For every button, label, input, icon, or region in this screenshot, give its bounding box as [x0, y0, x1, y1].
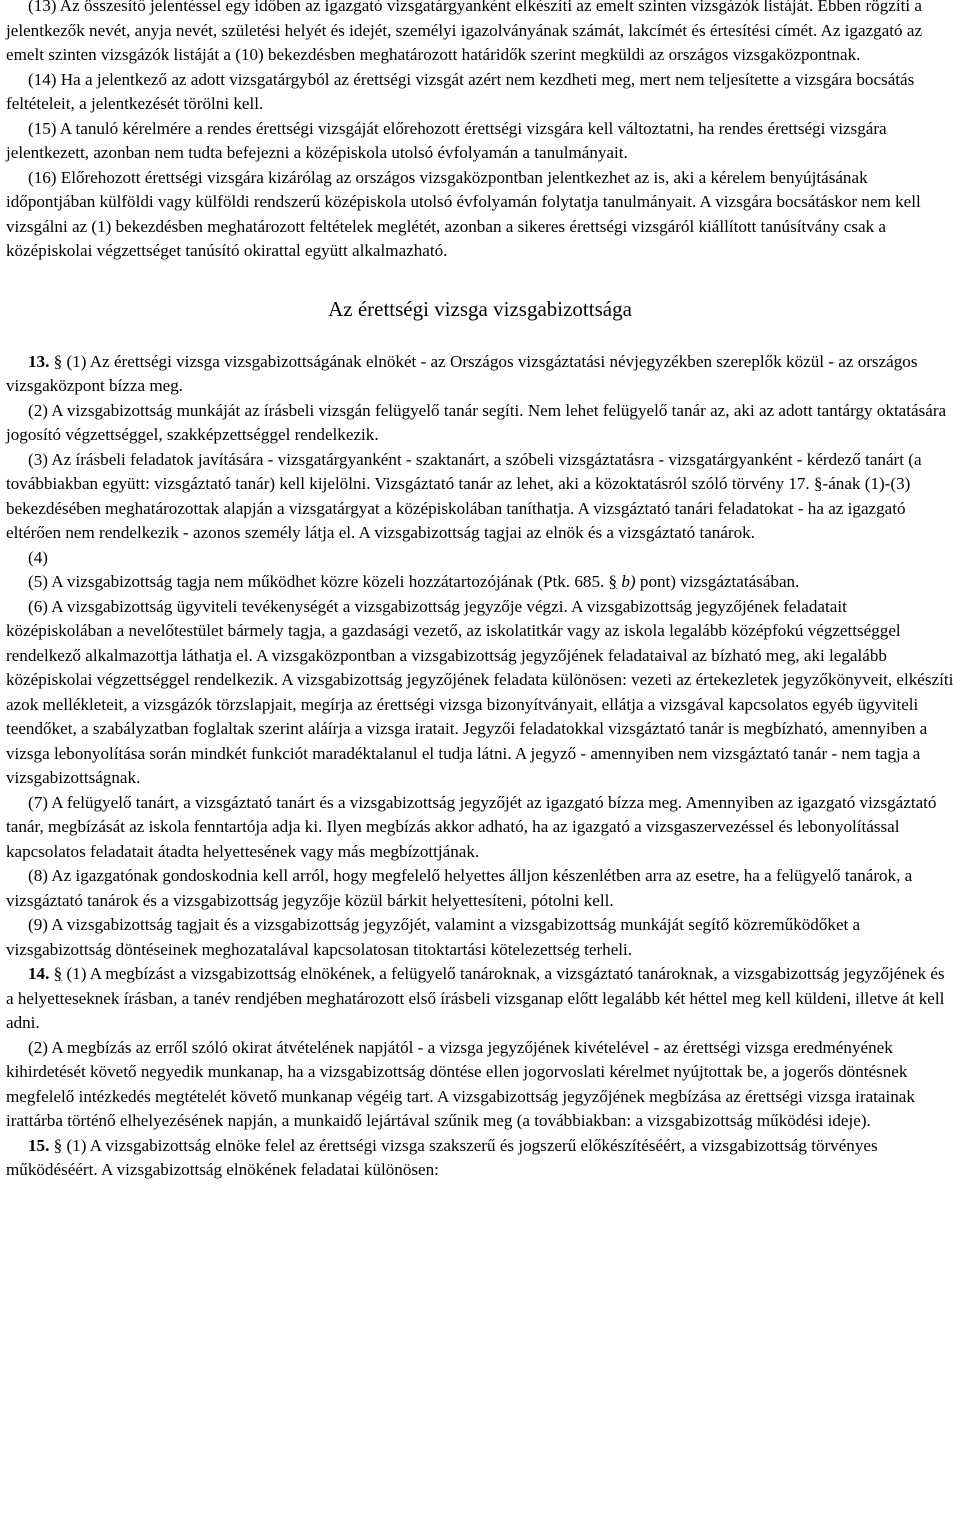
- section-heading: Az érettségi vizsga vizsgabizottsága: [328, 296, 632, 321]
- section-link[interactable]: §: [53, 964, 63, 983]
- paragraph-text: (1) Az érettségi vizsga vizsgabizottságának elnökét - az Országos vizsgáztatási névjegyzékben szereplők közül - az országos vizsgaközpont bízza meg.: [6, 351, 918, 395]
- section-number: 14.: [28, 964, 50, 983]
- section-13-paragraph-2: (2) A vizsgabizottság munkáját az írásbeli vizsgán felügyelő tanár segíti. Nem lehet felügyelő tanár az, aki az adott tantárgy oktatására jogosító végzettséggel, szakképzettséggel rendelkezik.: [6, 400, 947, 444]
- paragraph-text: (5) A vizsgabizottság tagja nem működhet közre közeli hozzátartozójának (Ptk. 685.: [28, 572, 609, 591]
- point-reference: b): [621, 572, 636, 591]
- section-number: 15.: [28, 1135, 50, 1155]
- section-15: [6, 1134, 954, 1183]
- paragraph-text: -ának (1)-(3) bekezdésében meghatározottak alapján a vizsgatárgyat a középiskolában taníthatja. A vizsgáztató tanári feladatokat - ha az igazgató eltérően nem rendelkezik - azonos személy látja el. A vizsgabizottság tagjai az elnök és a vizsgáztató tanárok.: [6, 474, 911, 542]
- section-12-continuation: [6, 0, 954, 264]
- section-link[interactable]: §: [813, 474, 823, 493]
- section-link[interactable]: §: [53, 351, 63, 371]
- section-14-paragraph-2: (2) A megbízás az erről szóló okirat átvételének napjától - a vizsga jegyzőjének kivételével - az érettségi vizsga eredményének kihirdetését követő negyedik munkanap, ha a vizsgabizottság döntése ellen jogorvoslati kérelmet nyújtottak be, a jogerős döntésnek megfelelő intézkedés megtételét követő munkanap végéig tart. A vizsgabizottság jegyzőjének megbízása az érettségi vizsga iratainak irattárba történő elhelyezésének napján, a munkaidő lejártával szűnik meg (a továbbiakban: a vizsgabizottság működési ideje).: [6, 1037, 915, 1130]
- paragraph-text: (1) A megbízást a vizsgabizottság elnökének, a felügyelő tanároknak, a vizsgáztató tanároknak, a vizsgabizottság jegyzőjének és a helyetteseknek írásban, a tanév rendjében meghatározott első írásbeli vizsganap előtt legalább két héttel meg kell küldeni, illetve át kell adni.: [6, 964, 945, 1032]
- paragraph-16: (16) Előrehozott érettségi vizsgára kizárólag az országos vizsgaközpontban jelentkezhet az is, aki a kérelem benyújtásának időpontjában külföldi vagy külföldi rendszerű középiskola utolsó évfolyamán folytatja tanulmányait. A vizsgára bocsátáskor nem kell vizsgálni az (1) bekezdésben meghatározott feltételek meglétét, azonban a sikeres érettségi vizsgáról kiállított tanúsítvány csak a középiskolai végzettséget tanúsító okirattal együtt alkalmazható.: [6, 167, 921, 260]
- section-link[interactable]: §: [608, 572, 618, 591]
- section-15-paragraph-1: [6, 1134, 954, 1183]
- section-13-paragraph-5: [6, 570, 954, 595]
- section-13-paragraph-8: (8) Az igazgatónak gondoskodnia kell arról, hogy megfelelő helyettes álljon készenlétben arra az esetre, ha a felügyelő tanárok, a vizsgáztató tanárok és a vizsgabizottság jegyzője közül bárkit helyettesíteni, pótolni kell.: [6, 866, 913, 910]
- paragraph-14: (14) Ha a jelentkező az adott vizsgatárgyból az érettségi vizsgát azért nem kezdheti meg, mert nem teljesítette a vizsgára bocsátás feltételeit, a jelentkezését törölni kell.: [6, 69, 915, 113]
- paragraph-text: pont) vizsgáztatásában.: [635, 572, 800, 591]
- paragraph-13: (13) Az összesítő jelentéssel egy időben az igazgató vizsgatárgyanként elkészíti az emelt szinten vizsgázók listáját. Ebben rögzíti a jelentkezők nevét, anyja nevét, születési helyét és idejét, személyi igazolványának számát, lakcímét és értesítési címét. Az igazgató az emelt szinten vizsgázók listáját a (10) bekezdésben meghatározott határidők szerint megküldi az országos vizsgaközpontnak.: [6, 0, 923, 64]
- section-number: 13.: [28, 351, 50, 371]
- section-13-paragraph-1: [6, 350, 954, 399]
- section-13: [6, 350, 954, 963]
- section-13-paragraph-7: (7) A felügyelő tanárt, a vizsgáztató tanárt és a vizsgabizottság jegyzőjét az igazgató bízza meg. Amennyiben az igazgató vizsgáztató tanár, megbízását az iskola fenntartója adja ki. Ilyen megbízás akkor adható, ha az igazgató a vizsgaszervezéssel és lebonyolítással kapcsolatos feladatait átadta helyettesének vagy más megbízottjának.: [6, 792, 937, 861]
- paragraph-15: (15) A tanuló kérelmére a rendes érettségi vizsgáját előrehozott érettségi vizsgára kell változtatni, ha rendes érettségi vizsgára jelentkezett, azonban nem tudta befejezni a középiskola utolsó évfolyamán a tanulmányait.: [6, 118, 887, 162]
- section-13-paragraph-3: [6, 448, 954, 546]
- section-14-paragraph-1: [6, 962, 954, 1036]
- paragraph-text: (1) A vizsgabizottság elnöke felel az érettségi vizsga szakszerű és jogszerű előkészítéséért, a vizsgabizottság törvényes működéséért. A vizsgabizottság elnökének feladatai különösen:: [6, 1135, 878, 1179]
- section-link[interactable]: §: [53, 1135, 63, 1155]
- paragraph-text: (3) Az írásbeli feladatok javítására - vizsgatárgyanként - szaktanárt, a szóbeli vizsgáztatásra - vizsgatárgyanként - kérdező tanárt (a továbbiakban együtt: vizsgáztató tanár) kell kijelölni. Vizsgáztató tanár az lehet, aki a közoktatásról szóló törvény 17.: [6, 449, 922, 493]
- section-13-paragraph-4: (4): [28, 547, 48, 567]
- section-13-paragraph-6: (6) A vizsgabizottság ügyviteli tevékenységét a vizsgabizottság jegyzője végzi. A vizsgabizottság jegyzőjének feladatait középiskolában a nevelőtestület bármely tagja, a gazdasági vezető, az iskolatitkár vagy az iskola legalább középfokú végzettséggel rendelkező alkalmazottja láthatja el. A vizsgaközpontban a vizsgabizottság jegyzőjének feladataival az bízható meg, aki legalább középiskolai végzettséggel rendelkezik. A vizsgabizottság jegyzőjének feladata különösen: vezeti az értekezletek jegyzőkönyveit, elkészíti azok mellékleteit, a vizsgázók törzslapjait, megírja az érettségi vizsga bizonyítványait, ellátja a vizsgával kapcsolatos egyéb ügyviteli teendőket, a szabályzatban foglaltak szerint aláírja a vizsga iratait. Jegyzői feladatokkal vizsgáztató tanár is megbízható, amennyiben a vizsga lebonyolítása során mindkét funkciót maradéktalanul el tudja látni. A jegyző - amennyiben nem vizsgáztató tanár - nem tagja a vizsgabizottságnak.: [6, 596, 954, 787]
- section-14: [6, 962, 954, 1134]
- section-13-paragraph-9: (9) A vizsgabizottság tagjait és a vizsgabizottság jegyzőjét, valamint a vizsgabizottság munkáját segítő közreműködőket a vizsgabizottság döntéseinek meghozatalával kapcsolatosan titoktartási kötelezettség terheli.: [6, 915, 861, 959]
